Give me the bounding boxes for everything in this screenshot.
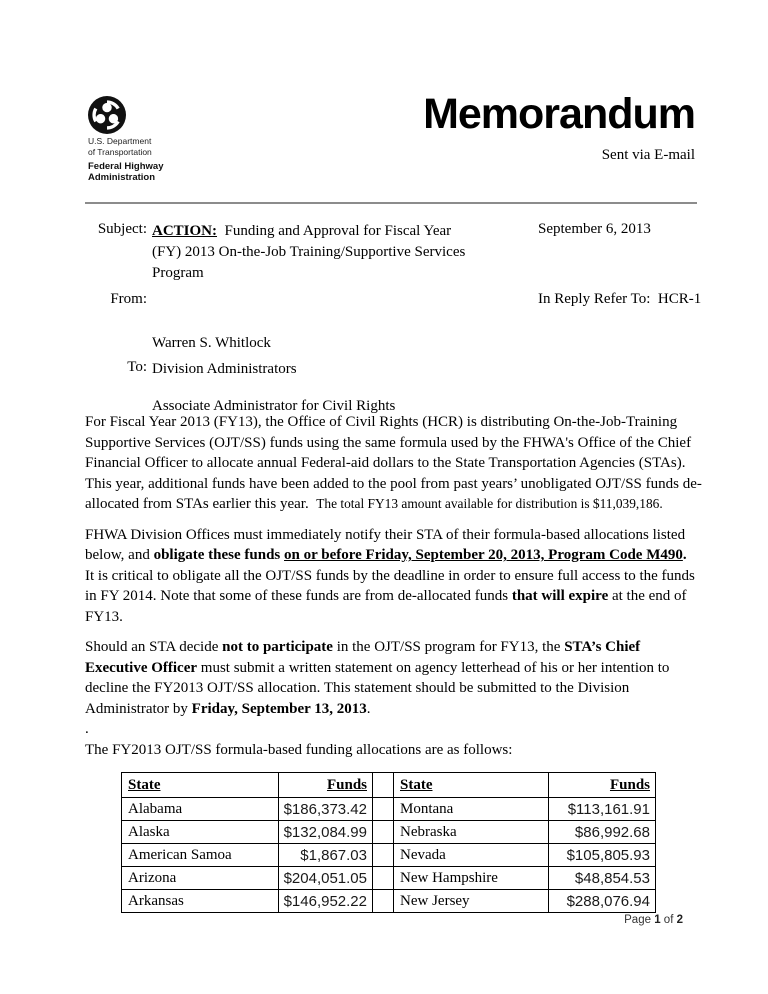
text-run: . [682,547,687,563]
table-row [122,821,656,844]
agency-line1: Federal Highway [88,161,164,172]
text-run: STA’s Chief Executive Officer [85,639,644,676]
text-run: not to participate [222,639,333,655]
text-run: obligate these funds [153,547,285,563]
allocations-table-wrap [121,772,656,913]
state-cell: American Samoa [122,844,279,867]
table-spacer-cell [373,844,394,867]
dept-line2: of Transportation [88,146,152,157]
text-run: . [85,721,89,737]
page-word: Page [624,914,655,926]
column-header [394,773,549,798]
funds-cell: $105,805.93 [549,844,656,867]
dept-of-transportation-label [88,136,152,157]
column-header-text: State [128,776,161,793]
funds-cell: $1,867.03 [279,844,373,867]
text-run: For Fiscal Year 2013 (FY13), the Office of Civil Rights (HCR) is distributing On-the-Job-Training Supportive Services (OJT/SS) funds using the same formula used by the FHWA's Office of the Chief Financial Officer to allocate annual Federal-aid dollars to the State Transportation Agencies (STAs). This year, additional funds have been added to the pool from past years’ unobligated OJT/SS funds de-allocated from STAs earlier this year. [85,414,702,512]
column-header [549,773,656,798]
paragraph [85,525,702,628]
page-total: 2 [676,914,683,926]
text-run: on or before Friday, September 20, 2013, Program Code M490 [284,547,683,563]
text-run: . [366,700,371,717]
header-divider [85,202,697,204]
table-row [122,890,656,913]
to-value: Division Administrators [152,361,297,377]
paragraph [85,412,702,515]
text-run: Friday, September 13, 2013 [191,700,367,717]
column-header-text: State [400,776,433,793]
state-cell: Alabama [122,798,279,821]
dept-line1: U.S. Department [88,136,152,146]
table-row [122,844,656,867]
table-header-row [122,773,656,798]
paragraph [85,719,702,740]
state-cell: Montana [394,798,549,821]
funds-cell: $86,992.68 [549,821,656,844]
text-run: at the end of FY13. [85,588,691,625]
table-spacer-cell [373,867,394,890]
memo-body [85,412,702,760]
funds-cell: $132,084.99 [279,821,373,844]
from-label: From: [110,291,147,307]
page-num: 1 [654,914,661,926]
table-spacer-cell [373,821,394,844]
state-cell: New Hampshire [394,867,549,890]
agency-line2: Administration [88,172,156,183]
text-run: must submit a written statement on agency letterhead of his or her intention to decline the FY2013 OJT/SS allocation. This statement should be submitted to the Division Administrator by [85,659,674,717]
funds-cell: $204,051.05 [279,867,373,890]
state-cell: Nebraska [394,821,549,844]
text-run: Funding and Approval for Fiscal Year (FY) 2013 On-the-Job Training/Supportive Services Program [152,223,470,281]
funds-cell: $48,854.53 [549,867,656,890]
table-row [122,798,656,821]
memo-date: September 6, 2013 [538,221,651,237]
sent-via-label: Sent via E-mail [601,147,695,163]
table-spacer-cell [373,890,394,913]
allocations-table [121,772,656,913]
paragraph [85,740,702,761]
column-header [122,773,279,798]
federal-highway-administration-label [88,161,164,183]
paragraph [85,637,702,719]
table-row [122,867,656,890]
memo-title: Memorandum [423,90,695,138]
text-run: FHWA Division Offices must immediately notify their STA of their formula-based allocations listed below, and [85,526,689,563]
table-spacer-cell [373,773,394,798]
text-run: The FY2013 OJT/SS formula-based funding allocations are as follows: [85,741,513,758]
to-label: To: [127,359,147,375]
state-cell: Nevada [394,844,549,867]
funds-cell: $113,161.91 [549,798,656,821]
in-reply-refer-to: In Reply Refer To: HCR-1 [538,291,702,307]
state-cell: Arizona [122,867,279,890]
funds-cell: $288,076.94 [549,890,656,913]
page-number [624,914,683,926]
funds-cell: $146,952.22 [279,890,373,913]
state-cell: New Jersey [394,890,549,913]
text-run: It is critical to obligate all the OJT/SS funds by the deadline in order to ensure full access to the funds in FY 2014. Note that some of these funds are from de-allocated funds [85,547,699,604]
text-run: Should an STA decide [85,639,223,655]
subject-label: Subject: [97,221,147,237]
text-run: ACTION: [152,223,218,239]
table-spacer-cell [373,798,394,821]
subject-value [152,221,469,284]
from-title: Associate Administrator for Civil Rights [152,398,396,414]
state-cell: Arkansas [122,890,279,913]
usdot-logo-icon [88,96,126,134]
of-word: of [660,914,677,926]
text-run: The total FY13 amount available for distribution is $11,039,186. [316,496,663,511]
funds-cell: $186,373.42 [279,798,373,821]
from-name: Warren S. Whitlock [152,335,271,351]
column-header-text: Funds [609,776,650,793]
column-header-text: Funds [326,776,367,793]
column-header [279,773,373,798]
text-run: that will expire [511,588,609,604]
state-cell: Alaska [122,821,279,844]
text-run: in the OJT/SS program for FY13, the [332,639,565,655]
